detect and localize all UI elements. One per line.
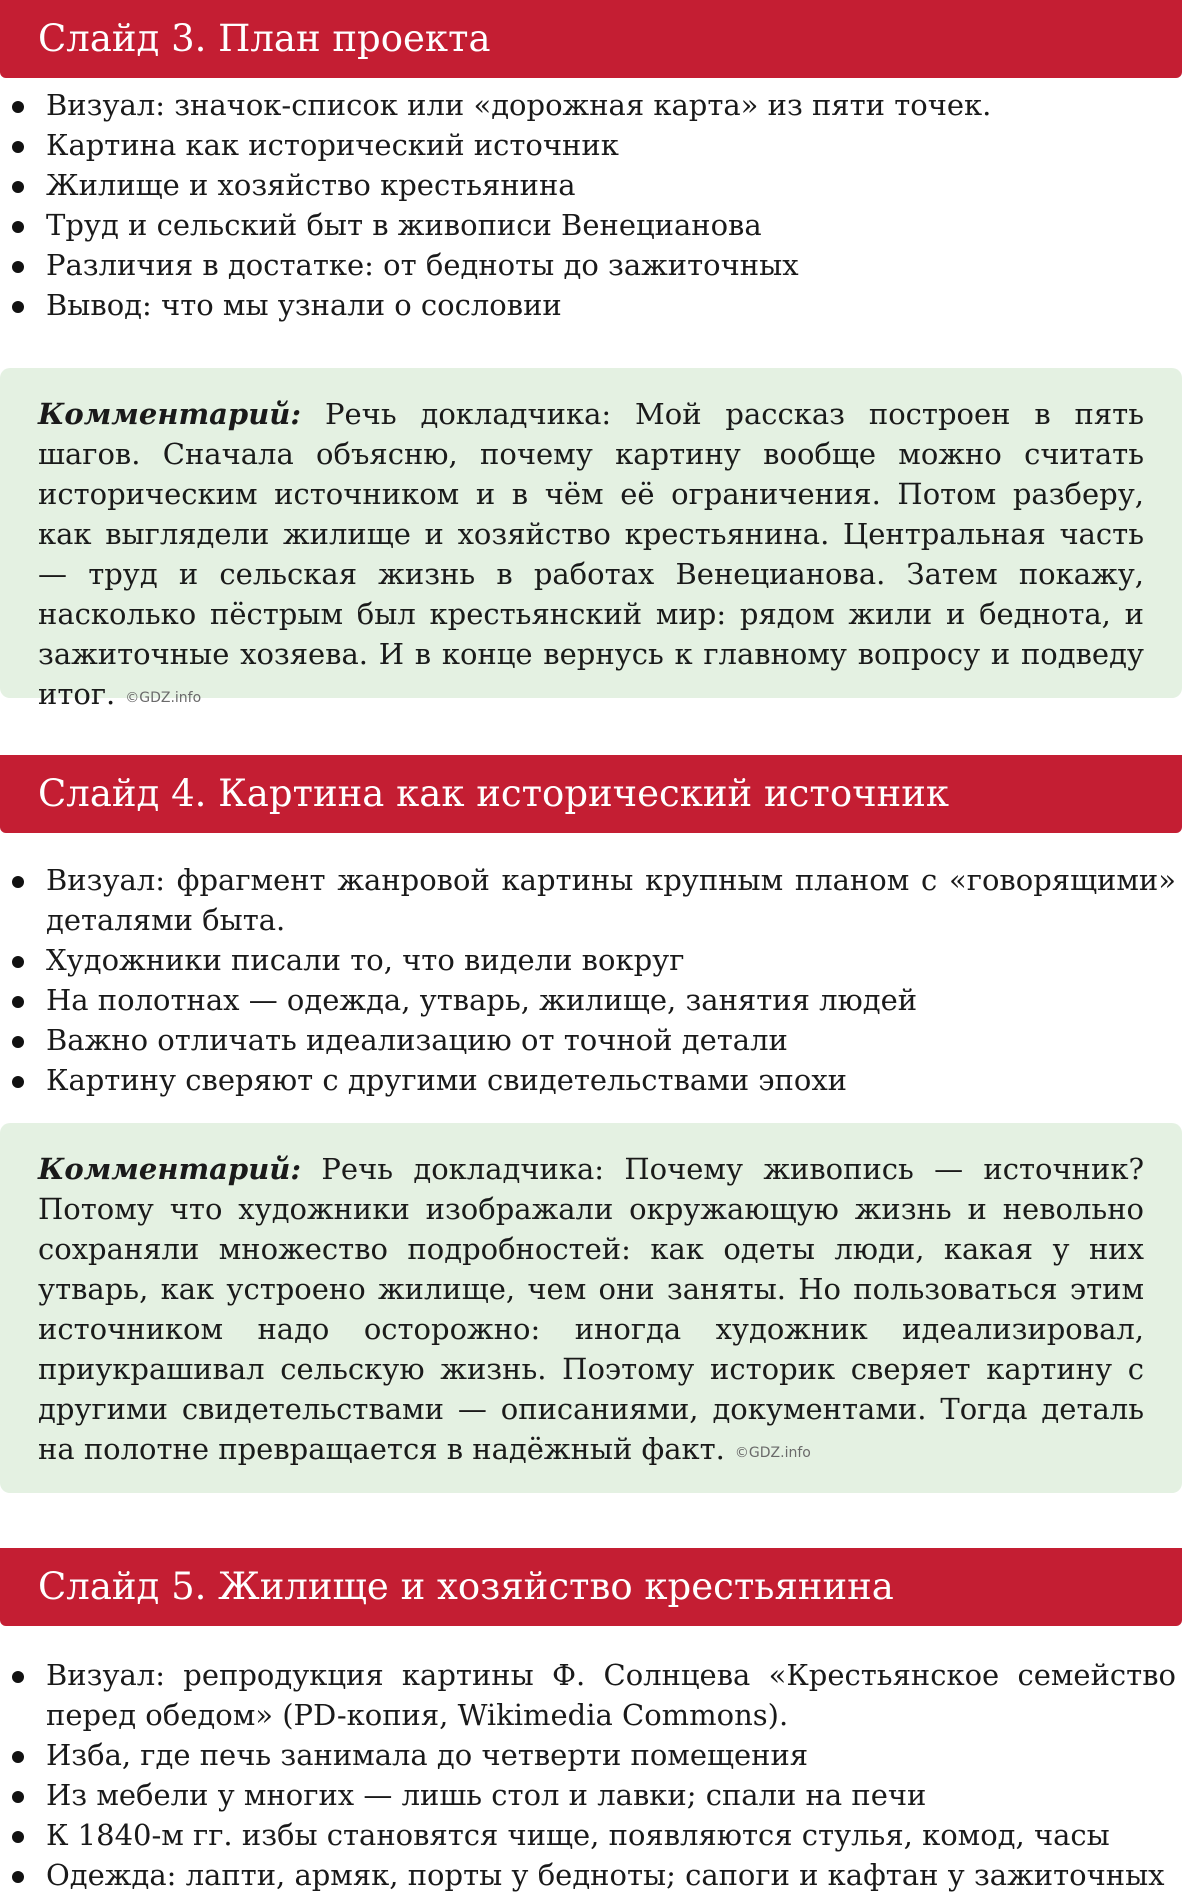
bullet-dot-icon bbox=[12, 1831, 24, 1843]
bullet-dot-icon bbox=[12, 181, 24, 193]
bullet-dot-icon bbox=[12, 1036, 24, 1048]
copyright-mark: ©GDZ.info bbox=[125, 690, 202, 706]
bullet-item: Визуал: репродукция картины Ф. Солнцева «Крестьянское семейство перед обедом» (PD-копия, Wikimedia Commons). bbox=[0, 1655, 1182, 1735]
slide-3-title: Слайд 3. План проекта bbox=[0, 0, 1182, 78]
bullet-item: Жилище и хозяйство крестьянина bbox=[0, 165, 1182, 205]
bullet-dot-icon bbox=[12, 1751, 24, 1763]
bullet-item: Одежда: лапти, армяк, порты у бедноты; сапоги и кафтан у зажиточных bbox=[0, 1855, 1182, 1895]
bullet-dot-icon bbox=[12, 261, 24, 273]
comment-label: Комментарий: bbox=[38, 397, 302, 431]
slide-4-bullets bbox=[0, 860, 1182, 1100]
bullet-item: На полотнах — одежда, утварь, жилище, занятия людей bbox=[0, 980, 1182, 1020]
comment-text: Речь докладчика: Почему живопись — источник? Потому что художники изображали окружающую жизнь и невольно сохраняли множество подробностей: как одеты люди, какая у них утварь, как устроено жилище, чем они заняты. Но пользоваться этим источником надо осторожно: иногда художник идеализировал, приукрашивал сельскую жизнь. Поэтому историк сверяет картину с другими свидетельствами — описаниями, документами. Тогда деталь на полотне превращается в надёжный факт. bbox=[38, 1152, 1144, 1466]
slide-5-title: Слайд 5. Жилище и хозяйство крестьянина bbox=[0, 1548, 1182, 1626]
bullet-dot-icon bbox=[12, 1671, 24, 1683]
bullet-dot-icon bbox=[12, 101, 24, 113]
bullet-item: Различия в достатке: от бедноты до зажиточных bbox=[0, 245, 1182, 285]
bullet-item: Визуал: значок-список или «дорожная карта» из пяти точек. bbox=[0, 85, 1182, 125]
bullet-dot-icon bbox=[12, 956, 24, 968]
bullet-item: Труд и сельский быт в живописи Венецианова bbox=[0, 205, 1182, 245]
bullet-item: Из мебели у многих — лишь стол и лавки; спали на печи bbox=[0, 1775, 1182, 1815]
copyright-mark: ©GDZ.info bbox=[734, 1445, 811, 1461]
bullet-dot-icon bbox=[12, 996, 24, 1008]
bullet-dot-icon bbox=[12, 221, 24, 233]
bullet-dot-icon bbox=[12, 1871, 24, 1883]
bullet-dot-icon bbox=[12, 876, 24, 888]
bullet-dot-icon bbox=[12, 1076, 24, 1088]
comment-text: Речь докладчика: Мой рассказ построен в пять шагов. Сначала объясню, почему картину вообще можно считать историческим источником и в чём её ограничения. Потом разберу, как выглядели жилище и хозяйство крестьянина. Центральная часть — труд и сельская жизнь в работах Венецианова. Затем покажу, насколько пёстрым был крестьянский мир: рядом жили и беднота, и зажиточные хозяева. И в конце вернусь к главному вопросу и подведу итог. bbox=[38, 397, 1144, 711]
bullet-item: Важно отличать идеализацию от точной детали bbox=[0, 1020, 1182, 1060]
bullet-dot-icon bbox=[12, 1791, 24, 1803]
bullet-item: Визуал: фрагмент жанровой картины крупным планом с «говорящими» деталями быта. bbox=[0, 860, 1182, 940]
bullet-dot-icon bbox=[12, 141, 24, 153]
bullet-item: Картину сверяют с другими свидетельствами эпохи bbox=[0, 1060, 1182, 1100]
bullet-item: Изба, где печь занимала до четверти помещения bbox=[0, 1735, 1182, 1775]
comment-label: Комментарий: bbox=[38, 1152, 302, 1186]
bullet-item: К 1840-м гг. избы становятся чище, появляются стулья, комод, часы bbox=[0, 1815, 1182, 1855]
slide-3-bullets bbox=[0, 85, 1182, 325]
bullet-item: Картина как исторический источник bbox=[0, 125, 1182, 165]
slide-4-comment bbox=[0, 1123, 1182, 1493]
slide-3-comment bbox=[0, 368, 1182, 711]
bullet-item: Художники писали то, что видели вокруг bbox=[0, 940, 1182, 980]
bullet-item: Вывод: что мы узнали о сословии bbox=[0, 285, 1182, 325]
slide-4-title: Слайд 4. Картина как исторический источник bbox=[0, 755, 1182, 833]
bullet-dot-icon bbox=[12, 301, 24, 313]
slide-5-bullets bbox=[0, 1655, 1182, 1895]
